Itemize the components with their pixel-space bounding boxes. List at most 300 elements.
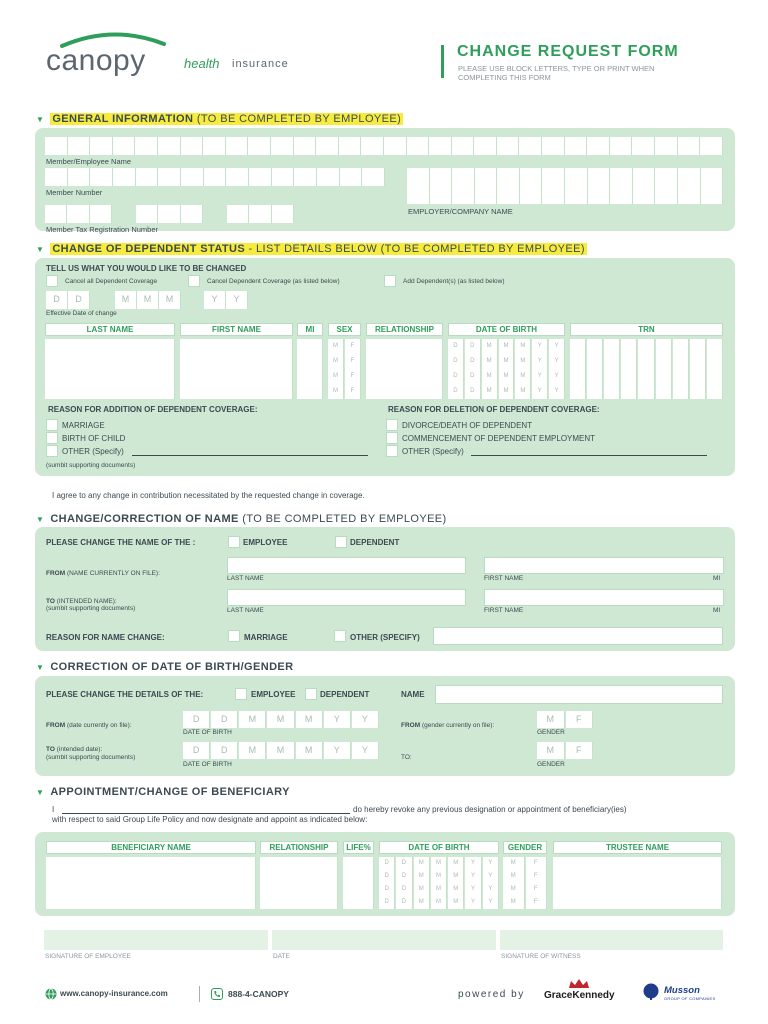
dep-last-input[interactable] xyxy=(45,369,175,384)
cell[interactable] xyxy=(638,354,654,369)
cell[interactable] xyxy=(317,168,340,186)
dep-dob-input[interactable] xyxy=(448,339,565,354)
cell[interactable]: Y xyxy=(549,369,565,384)
cell[interactable] xyxy=(621,339,637,354)
cell[interactable] xyxy=(707,354,723,369)
cell[interactable] xyxy=(474,137,497,155)
cell[interactable] xyxy=(316,137,339,155)
cell[interactable]: M xyxy=(414,883,430,896)
cell[interactable] xyxy=(136,205,158,223)
cell[interactable] xyxy=(361,137,384,155)
dep-relationship-input[interactable] xyxy=(366,339,443,354)
cell[interactable]: F xyxy=(345,354,361,369)
cell[interactable] xyxy=(366,339,443,354)
cell[interactable]: M xyxy=(137,291,159,309)
cell[interactable] xyxy=(181,168,204,186)
ben-relationship-input[interactable] xyxy=(260,883,338,896)
cell[interactable] xyxy=(565,168,588,186)
cell[interactable] xyxy=(272,205,294,223)
cell[interactable]: M xyxy=(115,291,137,309)
cell[interactable]: Y xyxy=(465,870,481,883)
cell[interactable]: F xyxy=(566,742,594,759)
cell[interactable] xyxy=(226,168,249,186)
cell[interactable] xyxy=(407,137,430,155)
dep-sex-input[interactable] xyxy=(328,339,361,354)
employer-field-row1[interactable] xyxy=(407,168,723,186)
cell[interactable] xyxy=(158,168,181,186)
cell[interactable] xyxy=(701,186,724,204)
cell[interactable]: Y xyxy=(204,291,226,309)
ben-relationship-input[interactable] xyxy=(260,896,338,909)
cell[interactable] xyxy=(497,137,520,155)
dep-trn-input[interactable] xyxy=(570,354,723,369)
cell[interactable] xyxy=(249,168,272,186)
cell[interactable] xyxy=(429,137,452,155)
dep-last-input[interactable] xyxy=(45,354,175,369)
cell[interactable]: D xyxy=(379,896,395,909)
cell[interactable] xyxy=(407,186,430,204)
ben-dob-input[interactable] xyxy=(379,896,499,909)
cell[interactable]: M xyxy=(328,384,344,399)
cell[interactable]: D xyxy=(396,883,412,896)
cell[interactable] xyxy=(678,186,701,204)
cell[interactable] xyxy=(690,354,706,369)
cell[interactable] xyxy=(430,186,453,204)
cell[interactable] xyxy=(339,137,362,155)
dep-dob-input[interactable] xyxy=(448,384,565,399)
cell[interactable] xyxy=(587,137,610,155)
cell[interactable] xyxy=(180,384,293,399)
cell[interactable] xyxy=(678,168,701,186)
dep-relationship-input[interactable] xyxy=(366,369,443,384)
member-number-field[interactable] xyxy=(45,168,385,186)
cell[interactable] xyxy=(135,137,158,155)
cancel-listed-checkbox[interactable] xyxy=(188,275,200,287)
cell[interactable] xyxy=(655,186,678,204)
name-employee-checkbox[interactable] xyxy=(228,536,240,548)
cell[interactable] xyxy=(366,384,443,399)
cell[interactable]: Y xyxy=(324,711,351,728)
dep-relationship-input[interactable] xyxy=(366,354,443,369)
cell[interactable]: M xyxy=(482,369,498,384)
cell[interactable]: M xyxy=(537,742,565,759)
cell[interactable]: M xyxy=(499,354,515,369)
ben-trustee-input[interactable] xyxy=(553,883,722,896)
cell[interactable] xyxy=(343,896,374,909)
cell[interactable] xyxy=(673,369,689,384)
cell[interactable] xyxy=(604,369,620,384)
trn-field-1[interactable] xyxy=(45,205,112,223)
ben-gender-input[interactable] xyxy=(503,883,547,896)
dep-dob-input[interactable] xyxy=(448,354,565,369)
cell[interactable] xyxy=(655,168,678,186)
cell[interactable] xyxy=(570,384,586,399)
cell[interactable]: D xyxy=(46,291,68,309)
cell[interactable] xyxy=(621,384,637,399)
cell[interactable] xyxy=(46,870,256,883)
reason-add-other-checkbox[interactable] xyxy=(46,445,58,457)
cell[interactable] xyxy=(158,205,180,223)
reason-divorce-checkbox[interactable] xyxy=(386,419,398,431)
cell[interactable] xyxy=(45,354,175,369)
cell[interactable] xyxy=(46,857,256,870)
cell[interactable]: M xyxy=(448,896,464,909)
cell[interactable]: F xyxy=(345,384,361,399)
ben-name-input[interactable] xyxy=(46,883,256,896)
cell[interactable]: M xyxy=(296,711,323,728)
cell[interactable] xyxy=(136,168,159,186)
signature-employee-input[interactable] xyxy=(44,930,268,950)
cell[interactable] xyxy=(656,369,672,384)
cell[interactable] xyxy=(632,137,655,155)
cell[interactable] xyxy=(570,369,586,384)
cell[interactable]: D xyxy=(68,291,90,309)
cell[interactable]: F xyxy=(566,711,594,728)
cell[interactable] xyxy=(452,186,475,204)
ben-dob-input[interactable] xyxy=(379,870,499,883)
cell[interactable] xyxy=(366,354,443,369)
cell[interactable] xyxy=(113,168,136,186)
cell[interactable]: D xyxy=(396,857,412,870)
effective-date-day[interactable] xyxy=(46,291,90,309)
cell[interactable] xyxy=(565,186,588,204)
beneficiary-name-line[interactable] xyxy=(62,813,350,814)
cell[interactable] xyxy=(68,168,91,186)
cell[interactable] xyxy=(656,339,672,354)
cell[interactable]: M xyxy=(482,339,498,354)
cell[interactable] xyxy=(260,870,338,883)
dep-trn-input[interactable] xyxy=(570,369,723,384)
cell[interactable] xyxy=(621,354,637,369)
cell[interactable] xyxy=(294,168,317,186)
cell[interactable] xyxy=(690,339,706,354)
cell[interactable] xyxy=(690,369,706,384)
cell[interactable] xyxy=(90,168,113,186)
cell[interactable] xyxy=(158,137,181,155)
name-to-last-input[interactable] xyxy=(227,589,466,606)
dep-mi-input[interactable] xyxy=(297,369,323,384)
cell[interactable] xyxy=(656,354,672,369)
cancel-all-checkbox[interactable] xyxy=(46,275,58,287)
cell[interactable] xyxy=(497,186,520,204)
cell[interactable] xyxy=(707,384,723,399)
cell[interactable] xyxy=(638,339,654,354)
dep-sex-input[interactable] xyxy=(328,384,361,399)
cell[interactable]: Y xyxy=(465,883,481,896)
cell[interactable] xyxy=(604,339,620,354)
reason-del-other-checkbox[interactable] xyxy=(386,445,398,457)
cell[interactable]: M xyxy=(431,896,447,909)
cell[interactable]: M xyxy=(515,354,531,369)
cell[interactable] xyxy=(260,857,338,870)
cell[interactable] xyxy=(248,137,271,155)
cell[interactable]: M xyxy=(515,384,531,399)
cell[interactable]: M xyxy=(328,369,344,384)
cell[interactable] xyxy=(181,205,203,223)
dob-dependent-checkbox[interactable] xyxy=(305,688,317,700)
cell[interactable]: M xyxy=(515,339,531,354)
dep-last-input[interactable] xyxy=(45,384,175,399)
cell[interactable] xyxy=(362,168,385,186)
cell[interactable] xyxy=(570,339,586,354)
cell[interactable]: Y xyxy=(549,354,565,369)
dep-first-input[interactable] xyxy=(180,384,293,399)
cell[interactable] xyxy=(343,857,374,870)
ben-trustee-input[interactable] xyxy=(553,896,722,909)
cell[interactable]: D xyxy=(379,883,395,896)
cell[interactable]: Y xyxy=(532,354,548,369)
cell[interactable] xyxy=(249,205,271,223)
cell[interactable]: F xyxy=(526,857,548,870)
cell[interactable]: Y xyxy=(352,742,379,759)
cell[interactable] xyxy=(497,168,520,186)
cell[interactable]: M xyxy=(503,896,525,909)
name-from-first-input[interactable] xyxy=(484,557,724,574)
cell[interactable] xyxy=(45,339,175,354)
cell[interactable] xyxy=(46,896,256,909)
cell[interactable]: F xyxy=(526,883,548,896)
cell[interactable] xyxy=(475,186,498,204)
cell[interactable] xyxy=(46,883,256,896)
cell[interactable]: Y xyxy=(483,857,499,870)
ben-trustee-input[interactable] xyxy=(553,857,722,870)
cell[interactable] xyxy=(655,137,678,155)
cell[interactable] xyxy=(604,384,620,399)
cell[interactable] xyxy=(294,137,317,155)
cell[interactable]: D xyxy=(465,369,481,384)
ben-gender-input[interactable] xyxy=(503,870,547,883)
cell[interactable]: D xyxy=(448,369,464,384)
ben-name-input[interactable] xyxy=(46,857,256,870)
cell[interactable] xyxy=(343,883,374,896)
cell[interactable] xyxy=(260,883,338,896)
cell[interactable] xyxy=(45,168,68,186)
cell[interactable]: Y xyxy=(483,896,499,909)
cell[interactable] xyxy=(90,205,112,223)
cell[interactable]: M xyxy=(296,742,323,759)
cell[interactable] xyxy=(452,168,475,186)
member-name-field[interactable] xyxy=(45,137,723,155)
cell[interactable]: Y xyxy=(226,291,248,309)
gender-from-field[interactable] xyxy=(537,711,593,728)
cell[interactable] xyxy=(227,205,249,223)
ben-trustee-input[interactable] xyxy=(553,870,722,883)
dep-trn-input[interactable] xyxy=(570,339,723,354)
cell[interactable]: D xyxy=(379,857,395,870)
ben-relationship-input[interactable] xyxy=(260,857,338,870)
cell[interactable]: M xyxy=(448,870,464,883)
cell[interactable]: D xyxy=(448,339,464,354)
cell[interactable]: M xyxy=(159,291,181,309)
cell[interactable] xyxy=(707,339,723,354)
cell[interactable]: M xyxy=(328,354,344,369)
dep-relationship-input[interactable] xyxy=(366,384,443,399)
cell[interactable] xyxy=(45,137,68,155)
cell[interactable] xyxy=(68,137,91,155)
cell[interactable] xyxy=(610,168,633,186)
cell[interactable]: M xyxy=(499,339,515,354)
cell[interactable]: M xyxy=(239,711,266,728)
cell[interactable] xyxy=(113,137,136,155)
cell[interactable] xyxy=(638,384,654,399)
cell[interactable] xyxy=(519,137,542,155)
reason-birth-checkbox[interactable] xyxy=(46,432,58,444)
cell[interactable]: D xyxy=(211,742,238,759)
dep-sex-input[interactable] xyxy=(328,369,361,384)
cell[interactable] xyxy=(430,168,453,186)
cell[interactable]: M xyxy=(414,870,430,883)
cell[interactable]: M xyxy=(482,384,498,399)
cell[interactable] xyxy=(690,384,706,399)
cell[interactable] xyxy=(343,870,374,883)
cell[interactable] xyxy=(656,384,672,399)
cell[interactable] xyxy=(475,168,498,186)
cell[interactable]: M xyxy=(499,369,515,384)
cell[interactable]: F xyxy=(526,896,548,909)
dep-mi-input[interactable] xyxy=(297,354,323,369)
effective-date-month[interactable] xyxy=(115,291,181,309)
cell[interactable]: M xyxy=(431,883,447,896)
cell[interactable]: Y xyxy=(352,711,379,728)
cell[interactable]: F xyxy=(526,870,548,883)
cell[interactable] xyxy=(587,354,603,369)
cell[interactable]: Y xyxy=(532,339,548,354)
cell[interactable]: Y xyxy=(483,883,499,896)
ben-name-input[interactable] xyxy=(46,870,256,883)
cell[interactable] xyxy=(633,186,656,204)
cell[interactable] xyxy=(542,168,565,186)
employer-field-row2[interactable] xyxy=(407,186,723,204)
dep-first-input[interactable] xyxy=(180,369,293,384)
cell[interactable]: M xyxy=(448,883,464,896)
cell[interactable]: M xyxy=(239,742,266,759)
cell[interactable]: D xyxy=(465,339,481,354)
reason-marriage-checkbox[interactable] xyxy=(46,419,58,431)
cell[interactable] xyxy=(587,339,603,354)
cell[interactable] xyxy=(678,137,701,155)
cell[interactable] xyxy=(340,168,363,186)
cell[interactable] xyxy=(587,384,603,399)
cell[interactable]: M xyxy=(503,883,525,896)
name-reason-other-input[interactable] xyxy=(433,627,723,645)
dep-last-input[interactable] xyxy=(45,339,175,354)
cell[interactable] xyxy=(673,339,689,354)
cell[interactable]: D xyxy=(183,711,210,728)
ben-life-input[interactable] xyxy=(343,883,374,896)
ben-life-input[interactable] xyxy=(343,896,374,909)
cell[interactable] xyxy=(565,137,588,155)
cell[interactable] xyxy=(553,896,722,909)
cell[interactable]: D xyxy=(448,354,464,369)
cell[interactable]: Y xyxy=(465,896,481,909)
cell[interactable] xyxy=(45,369,175,384)
add-dependent-checkbox[interactable] xyxy=(384,275,396,287)
cell[interactable] xyxy=(520,168,543,186)
cell[interactable]: D xyxy=(465,354,481,369)
cell[interactable]: D xyxy=(396,896,412,909)
dep-first-input[interactable] xyxy=(180,339,293,354)
cell[interactable] xyxy=(588,186,611,204)
cell[interactable] xyxy=(366,369,443,384)
ben-gender-input[interactable] xyxy=(503,896,547,909)
cell[interactable]: M xyxy=(482,354,498,369)
cell[interactable]: M xyxy=(414,896,430,909)
cell[interactable]: M xyxy=(267,742,294,759)
cell[interactable] xyxy=(297,369,323,384)
cell[interactable]: Y xyxy=(465,857,481,870)
cell[interactable] xyxy=(570,354,586,369)
cell[interactable] xyxy=(542,186,565,204)
cell[interactable] xyxy=(407,168,430,186)
signature-witness-input[interactable] xyxy=(500,930,723,950)
cell[interactable]: D xyxy=(448,384,464,399)
cell[interactable]: M xyxy=(503,857,525,870)
cell[interactable]: Y xyxy=(549,384,565,399)
effective-date-year[interactable] xyxy=(204,291,248,309)
cell[interactable] xyxy=(45,384,175,399)
cell[interactable] xyxy=(701,168,724,186)
cell[interactable] xyxy=(297,384,323,399)
cell[interactable]: M xyxy=(537,711,565,728)
dep-mi-input[interactable] xyxy=(297,384,323,399)
del-other-specify-line[interactable] xyxy=(471,455,707,456)
cell[interactable]: M xyxy=(431,870,447,883)
name-dependent-checkbox[interactable] xyxy=(335,536,347,548)
phone-number[interactable]: 888-4-CANOPY xyxy=(228,989,289,999)
cell[interactable] xyxy=(588,168,611,186)
cell[interactable]: M xyxy=(414,857,430,870)
dep-sex-input[interactable] xyxy=(328,354,361,369)
cell[interactable]: Y xyxy=(549,339,565,354)
dob-from-date[interactable] xyxy=(183,711,379,728)
cell[interactable]: Y xyxy=(483,870,499,883)
cell[interactable]: D xyxy=(465,384,481,399)
cell[interactable]: M xyxy=(503,870,525,883)
cell[interactable] xyxy=(204,168,227,186)
cell[interactable] xyxy=(707,369,723,384)
ben-name-input[interactable] xyxy=(46,896,256,909)
dep-mi-input[interactable] xyxy=(297,339,323,354)
cell[interactable]: F xyxy=(345,369,361,384)
cell[interactable] xyxy=(633,168,656,186)
gender-to-field[interactable] xyxy=(537,742,593,759)
name-to-first-input[interactable] xyxy=(484,589,724,606)
ben-dob-input[interactable] xyxy=(379,857,499,870)
cell[interactable] xyxy=(180,339,293,354)
cell[interactable] xyxy=(45,205,67,223)
cell[interactable] xyxy=(520,186,543,204)
cell[interactable] xyxy=(542,137,565,155)
cell[interactable]: M xyxy=(267,711,294,728)
cell[interactable]: M xyxy=(328,339,344,354)
cell[interactable] xyxy=(638,369,654,384)
cell[interactable] xyxy=(610,186,633,204)
dob-employee-checkbox[interactable] xyxy=(235,688,247,700)
cell[interactable]: M xyxy=(499,384,515,399)
cell[interactable]: M xyxy=(448,857,464,870)
add-other-specify-line[interactable] xyxy=(132,455,368,456)
ben-gender-input[interactable] xyxy=(503,857,547,870)
cell[interactable] xyxy=(553,857,722,870)
cell[interactable] xyxy=(553,870,722,883)
cell[interactable]: D xyxy=(396,870,412,883)
dep-trn-input[interactable] xyxy=(570,384,723,399)
cell[interactable] xyxy=(180,369,293,384)
cell[interactable]: F xyxy=(345,339,361,354)
cell[interactable]: Y xyxy=(532,384,548,399)
dep-first-input[interactable] xyxy=(180,354,293,369)
cell[interactable] xyxy=(260,896,338,909)
